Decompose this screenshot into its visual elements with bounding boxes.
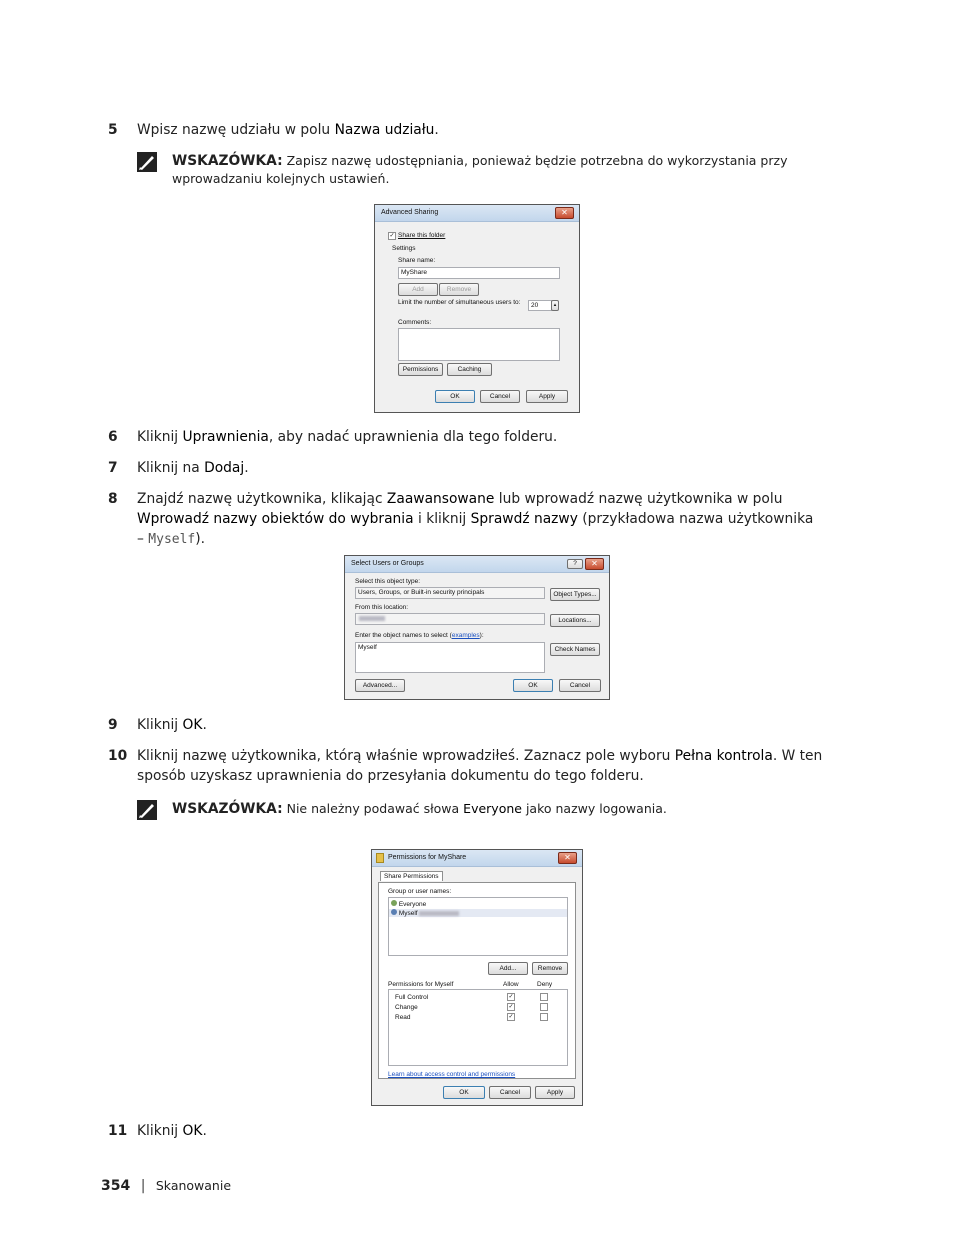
dialog-title: Advanced Sharing: [381, 209, 439, 216]
section-name: Skanowanie: [155, 1178, 232, 1193]
change-deny-checkbox[interactable]: [540, 1003, 548, 1011]
check-names-button[interactable]: Check Names: [550, 643, 600, 656]
list-item[interactable]: Myself: [389, 909, 567, 917]
ok-button[interactable]: OK: [443, 1086, 485, 1099]
perm-name: Full Control: [395, 994, 429, 1001]
permissions-list: [388, 989, 568, 1066]
step-number: 7: [108, 460, 118, 476]
advanced-button[interactable]: Advanced...: [355, 679, 405, 692]
folder-icon: [376, 853, 384, 863]
limit-users-label: Limit the number of simultaneous users to:: [398, 299, 521, 306]
perm-name: Change: [395, 1004, 418, 1011]
spinner-arrows-icon[interactable]: ▴: [551, 300, 559, 311]
page-number: 354: [101, 1178, 131, 1194]
close-icon[interactable]: ✕: [555, 207, 574, 219]
permissions-label: Permissions for Myself: [388, 981, 454, 988]
learn-more-link[interactable]: Learn about access control and permissions: [388, 1071, 516, 1078]
tab-panel: [378, 882, 576, 1079]
settings-group-label: Settings: [392, 245, 416, 252]
note-label: WSKAZÓWKA:: [172, 801, 283, 817]
step-text: Znajdź nazwę użytkownika, klikając Zaawansowane lub wprowadź nazwę użytkownika w polu Wprowadź nazwy obiektów do wybrania i kliknij Sprawdź nazwy (przykładowa nazwa użytkownika – Myself).: [137, 491, 814, 547]
object-type-label: Select this object type:: [355, 578, 421, 585]
step-number: 9: [108, 717, 118, 733]
note-label: WSKAZÓWKA:: [172, 153, 283, 169]
example-username: Myself: [148, 532, 196, 547]
remove-button[interactable]: Remove: [532, 962, 568, 975]
dialog-title: Select Users or Groups: [351, 560, 424, 567]
user-list[interactable]: [388, 897, 568, 956]
page-footer: [101, 1178, 231, 1194]
add-button[interactable]: Add...: [488, 962, 528, 975]
share-folder-checkbox[interactable]: ✓: [389, 233, 395, 239]
enter-names-label: Enter the object names to select (examples):: [355, 632, 484, 639]
dialog-title: Permissions for MyShare: [388, 854, 467, 861]
deny-header: Deny: [537, 981, 553, 988]
step-text: Kliknij nazwę użytkownika, którą właśnie wprowadziłeś. Zaznacz pole wyboru Pełna kontrola. W ten sposób uzyskasz uprawnienia do przesyłania dokumentu do tego folderu.: [137, 748, 823, 784]
location-label: From this location:: [355, 604, 409, 611]
list-item[interactable]: Everyone: [391, 900, 426, 908]
title-bar: [375, 205, 579, 222]
perm-name: Read: [395, 1014, 411, 1021]
cancel-button[interactable]: Cancel: [489, 1086, 531, 1099]
step-number: 10: [108, 748, 128, 764]
step-8: [108, 489, 853, 553]
step-text: Kliknij OK.: [137, 1123, 207, 1139]
step-number: 11: [108, 1123, 128, 1139]
pencil-note-icon: [137, 152, 157, 172]
group-icon: [391, 900, 397, 906]
limit-users-spinner[interactable]: 20: [528, 300, 552, 311]
advanced-sharing-dialog: [374, 204, 580, 413]
object-types-button[interactable]: Object Types...: [550, 588, 600, 601]
step-text: Kliknij OK.: [137, 717, 207, 733]
close-icon[interactable]: ✕: [558, 852, 577, 864]
tab-share-permissions[interactable]: Share Permissions: [380, 871, 443, 881]
step-text: Kliknij Uprawnienia, aby nadać uprawnienia dla tego folderu.: [137, 429, 558, 445]
title-bar: [372, 850, 582, 867]
share-name-label: Share name:: [398, 257, 436, 264]
group-names-label: Group or user names:: [388, 888, 452, 895]
ok-button[interactable]: OK: [435, 390, 475, 403]
step-text: Wpisz nazwę udziału w polu Nazwa udziału.: [137, 122, 439, 138]
permissions-button[interactable]: Permissions: [398, 363, 443, 376]
read-allow-checkbox[interactable]: ✓: [508, 1014, 514, 1020]
share-folder-label: Share this folder: [398, 232, 446, 239]
footer-separator: |: [140, 1178, 146, 1194]
step-number: 8: [108, 491, 118, 507]
note-text: Zapisz nazwę udostępniania, ponieważ będzie potrzebna do wykorzystania przy wprowadzaniu kolejnych ustawień.: [172, 153, 788, 186]
step-number: 6: [108, 429, 118, 445]
comments-textarea[interactable]: [398, 328, 560, 361]
permissions-dialog: [371, 849, 583, 1106]
allow-header: Allow: [503, 981, 519, 988]
select-users-dialog: [344, 555, 610, 700]
add-button[interactable]: Add: [398, 283, 438, 296]
read-deny-checkbox[interactable]: [540, 1013, 548, 1021]
object-names-input[interactable]: Myself: [355, 642, 545, 673]
locations-button[interactable]: Locations...: [550, 614, 600, 627]
apply-button[interactable]: Apply: [535, 1086, 575, 1099]
caching-button[interactable]: Caching: [447, 363, 492, 376]
cancel-button[interactable]: Cancel: [559, 679, 601, 692]
location-field: [355, 613, 545, 625]
user-icon: [391, 909, 397, 915]
comments-label: Comments:: [398, 319, 432, 326]
remove-button[interactable]: Remove: [439, 283, 479, 296]
help-icon[interactable]: ?: [567, 559, 583, 569]
full-control-deny-checkbox[interactable]: [540, 993, 548, 1001]
full-control-allow-checkbox[interactable]: ✓: [508, 994, 514, 1000]
apply-button[interactable]: Apply: [526, 390, 568, 403]
step-text: Kliknij na Dodaj.: [137, 460, 249, 476]
pencil-note-icon: [137, 800, 157, 820]
examples-link[interactable]: examples: [451, 632, 480, 639]
change-allow-checkbox[interactable]: ✓: [508, 1004, 514, 1010]
close-icon[interactable]: ✕: [585, 558, 604, 570]
step-10: [108, 746, 853, 788]
cancel-button[interactable]: Cancel: [480, 390, 520, 403]
step-number: 5: [108, 122, 118, 138]
share-name-input[interactable]: MyShare: [398, 267, 560, 279]
ok-button[interactable]: OK: [513, 679, 553, 692]
object-type-field: Users, Groups, or Built-in security principals: [355, 587, 545, 599]
